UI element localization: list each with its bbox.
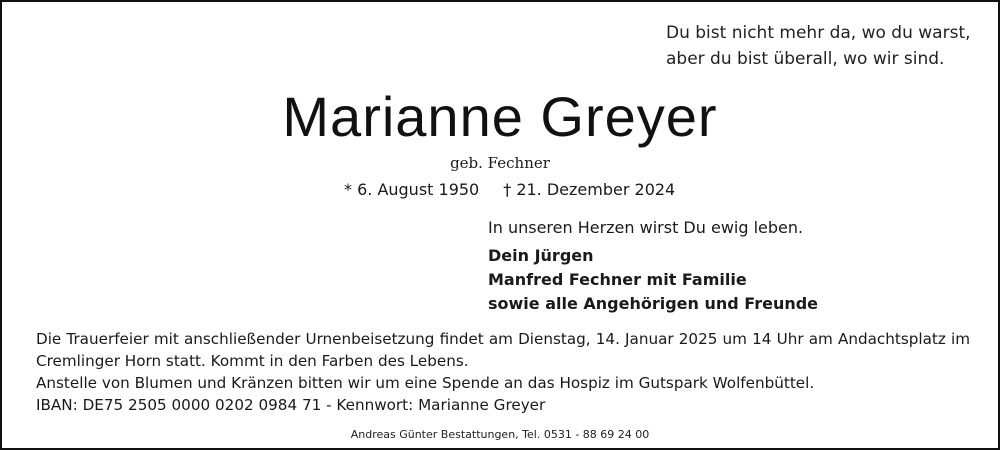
ceremony-text: Die Trauerfeier mit anschließender Urnenbeisetzung findet am Dienstag, 14. Januar 2025 um 14 Uhr am Andachtsplatz im Cremlinger Horn statt. Kommt in den Farben des Lebens. bbox=[36, 330, 970, 370]
ceremony-info bbox=[36, 328, 970, 416]
quote-line-1: Du bist nicht mehr da, wo du warst, bbox=[666, 23, 971, 43]
quote-line-2: aber du bist überall, wo wir sind. bbox=[666, 49, 945, 69]
birth-date: * 6. August 1950 bbox=[344, 180, 480, 199]
mourners-list bbox=[488, 244, 818, 316]
iban-text: IBAN: DE75 2505 0000 0202 0984 71 - Kennwort: Marianne Greyer bbox=[36, 396, 546, 414]
memorial-motto: In unseren Herzen wirst Du ewig leben. bbox=[488, 218, 804, 237]
mourner-1: Dein Jürgen bbox=[488, 246, 594, 265]
mourner-3: sowie alle Angehörigen und Freunde bbox=[488, 294, 819, 313]
deceased-name: Marianne Greyer bbox=[282, 85, 718, 148]
death-date: † 21. Dezember 2024 bbox=[503, 180, 676, 199]
maiden-name: geb. Fechner bbox=[450, 154, 550, 172]
life-dates bbox=[344, 178, 675, 202]
donation-text: Anstelle von Blumen und Kränzen bitten wir um eine Spende an das Hospiz im Gutspark Wolfenbüttel. bbox=[36, 374, 815, 392]
memorial-quote bbox=[666, 20, 971, 72]
mourner-2: Manfred Fechner mit Familie bbox=[488, 270, 747, 289]
funeral-home-footer: Andreas Günter Bestattungen, Tel. 0531 - 88 69 24 00 bbox=[350, 428, 650, 441]
